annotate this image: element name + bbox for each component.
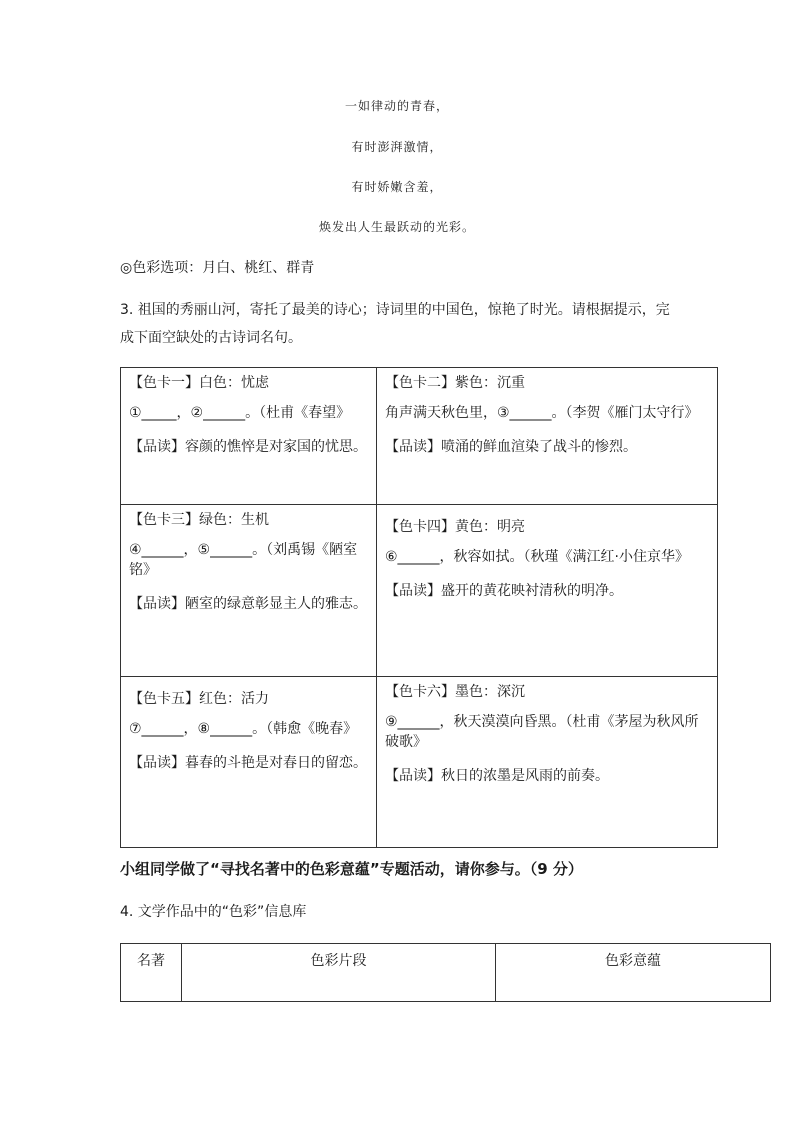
poem-line-1: 一如律动的青春， [344, 99, 449, 113]
poem-line-3: 有时娇嫩含羞， [351, 180, 443, 194]
question-3 [120, 296, 700, 352]
card-title: 【色卡一】白色：忧虑 [129, 375, 269, 391]
card-title: 【色卡三】绿色：生机 [129, 512, 269, 528]
info-header-work: 名著 [121, 944, 182, 1002]
card-title: 【色卡四】黄色：明亮 [385, 519, 525, 535]
card-fill-blank: ④______，⑤______。（刘禹锡《陋室铭》 [129, 542, 358, 578]
card-fill-blank: ⑥______，秋容如拭。（秋瑾《满江红·小住京华》 [385, 549, 689, 565]
color-card-6 [377, 677, 718, 848]
card-reading: 【品读】盛开的黄花映衬清秋的明净。 [385, 583, 623, 599]
color-card-2 [377, 368, 718, 505]
color-card-1 [121, 368, 377, 505]
card-title: 【色卡五】红色：活力 [129, 691, 269, 707]
question-3-line-1: 3. 祖国的秀丽山河，寄托了最美的诗心；诗词里的中国色，惊艳了时光。请根据提示，完 [120, 302, 670, 318]
info-table [120, 943, 771, 1002]
card-reading: 【品读】容颜的憔悴是对家国的忧思。 [129, 439, 367, 455]
card-reading: 【品读】暮春的斗艳是对春日的留恋。 [129, 755, 367, 771]
card-reading: 【品读】喷涌的鲜血渲染了战斗的惨烈。 [385, 439, 637, 455]
color-card-4 [377, 505, 718, 677]
card-fill-blank: ⑨______，秋天漠漠向昏黑。（杜甫《茅屋为秋风所破歌》 [385, 714, 699, 750]
color-card-5 [121, 677, 377, 848]
card-title: 【色卡六】墨色：深沉 [385, 684, 525, 700]
question-4: 4. 文学作品中的“色彩”信息库 [120, 904, 307, 920]
card-title: 【色卡二】紫色：沉重 [385, 375, 525, 391]
poem-line-2: 有时澎湃激情， [351, 140, 443, 154]
activity-heading: 小组同学做了“寻找名著中的色彩意蕴”专题活动，请你参与。（9 分） [120, 860, 583, 878]
poem-line-4: 焕发出人生最跃动的光彩。 [318, 220, 475, 234]
info-header-meaning: 色彩意蕴 [496, 944, 771, 1002]
card-reading: 【品读】陋室的绿意彰显主人的雅志。 [129, 596, 367, 612]
card-fill-blank: ⑦______，⑧______。（韩愈《晚春》 [129, 721, 358, 737]
question-3-line-2: 成下面空缺处的古诗词名句。 [120, 330, 302, 346]
card-fill-blank: 角声满天秋色里，③______。（李贺《雁门太守行》 [385, 405, 699, 421]
color-options: ◎色彩选项：月白、桃红、群青 [120, 260, 315, 276]
card-reading: 【品读】秋日的浓墨是风雨的前奏。 [385, 768, 609, 784]
color-cards-table [120, 367, 718, 848]
card-fill-blank: ①_____，②______。（杜甫《春望》 [129, 405, 351, 421]
info-header-passage: 色彩片段 [182, 944, 496, 1002]
color-card-3 [121, 505, 377, 677]
